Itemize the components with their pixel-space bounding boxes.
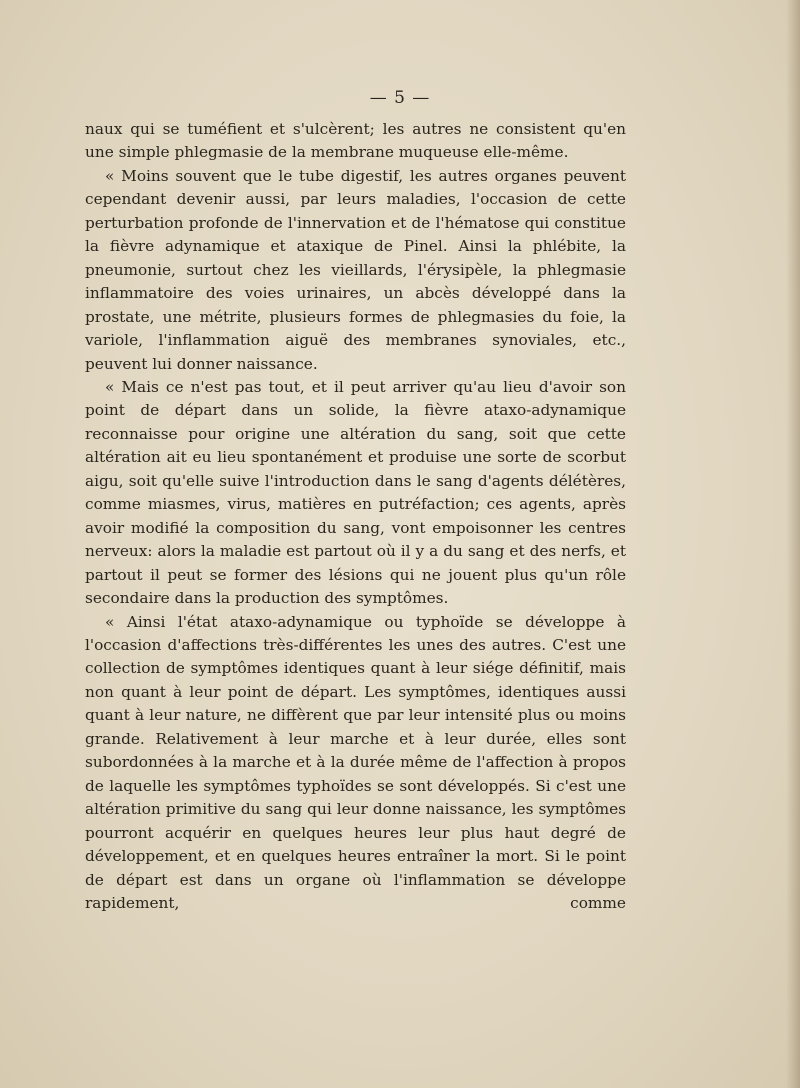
body-text xyxy=(85,118,626,915)
paragraph-3: « Mais ce n'est pas tout, et il peut arriver qu'au lieu d'avoir son point de départ dans un solide, la fièvre ataxo-adynamique reconnaisse pour origine une altération du sang, soit que cette altération ait eu lieu spontanément et produise une sorte de scorbut aigu, soit qu'elle suive l'introduction dans le sang d'agents délétères, comme miasmes, virus, matières en putréfaction; ces agents, après avoir modifié la composition du sang, vont empoisonner les centres nerveux: alors la maladie est partout où il y a du sang et des nerfs, et partout il peut se former des lésions qui ne jouent plus qu'un rôle secondaire dans la production des symptômes. xyxy=(85,377,626,608)
paragraph-2: « Moins souvent que le tube digestif, les autres organes peuvent cependant devenir aussi, par leurs maladies, l'occasion de cette perturbation profonde de l'innervation et de l'hématose qui constitue la fièvre adynamique et ataxique de Pinel. Ainsi la phlébite, la pneumonie, surtout chez les vieillards, l'érysipèle, la phlegmasie inflammatoire des voies urinaires, un abcès développé dans la prostate, une métrite, plusieurs formes de phlegmasies du foie, la variole, l'inflammation aiguë des membranes synoviales, etc., peuvent lui donner naissance. xyxy=(85,166,626,373)
page-number: — 5 — xyxy=(369,88,431,108)
page-edge-shadow xyxy=(786,0,800,1088)
paragraph-4: « Ainsi l'état ataxo-adynamique ou typhoïde se développe à l'occasion d'affections très-différentes les unes des autres. C'est une collection de symptômes identiques quant à leur siége définitif, mais non quant à leur point de départ. Les symptômes, identiques aussi quant à leur nature, ne diffèrent que par leur intensité plus ou moins grande. Relativement à leur marche et à leur durée, elles sont subordonnées à la marche et à la durée même de l'affection à propos de laquelle les symptômes typhoïdes se sont développés. Si c'est une altération primitive du sang qui leur donne naissance, les symptômes pourront acquérir en quelques heures leur plus haut degré de développement, et en quelques heures entraîner la mort. Si le point de départ est dans un organe où l'inflammation se développe rapidement, comme xyxy=(85,612,626,912)
paragraph-1: naux qui se tuméfient et s'ulcèrent; les autres ne consistent qu'en une simple phlegmasie de la membrane muqueuse elle-même. xyxy=(85,120,626,162)
